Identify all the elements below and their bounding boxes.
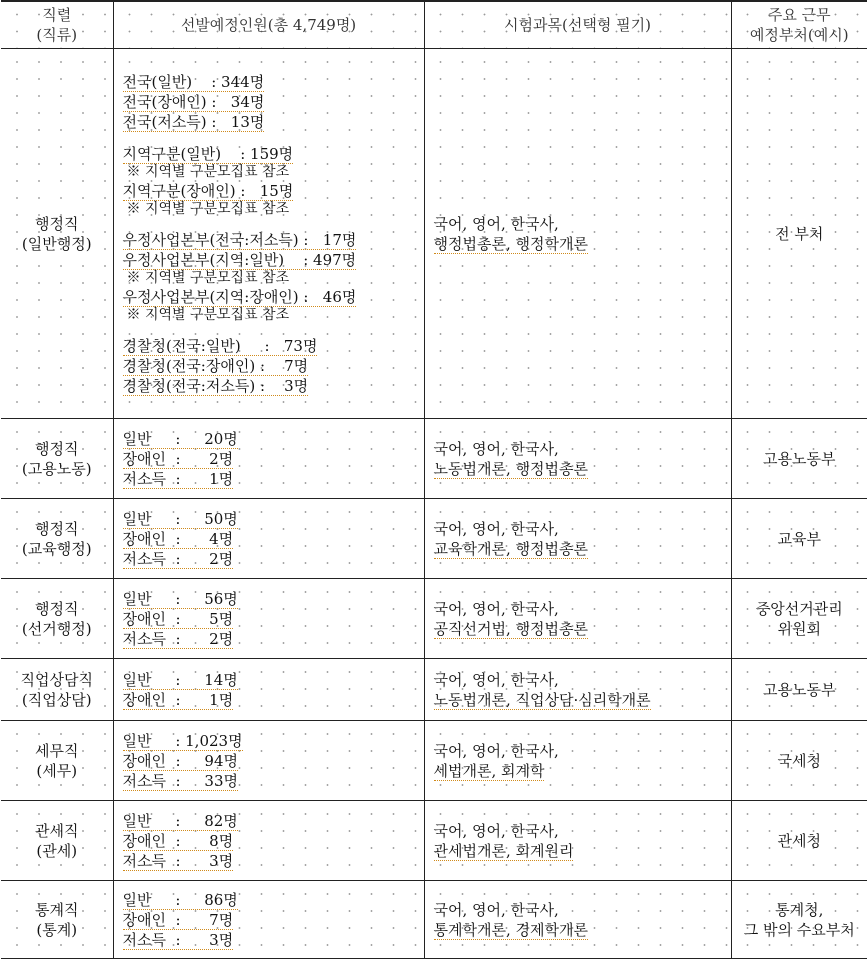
selection-cell: 일반 : 50명 장애인 : 4명 저소득 : 2명 [113,499,424,579]
ministry-cell: 교육부 [731,499,867,579]
selection-cell: 일반 : 20명 장애인 : 2명 저소득 : 1명 [113,419,424,499]
header-selection: 선발예정인원(총 4,749명) [113,1,424,49]
note-text: ※ 지역별 구분모집표 참조 [126,163,290,180]
table-row [1,579,867,659]
series-cell: 행정직 (교육행정) [1,499,113,579]
series-cell: 통계직 (통계) [1,881,113,959]
header-row [1,1,867,49]
header-subjects: 시험과목(선택형 필기) [424,1,731,49]
table-row [1,801,867,881]
ministry-cell: 전 부처 [731,49,867,419]
series-cell: 행정직 (선거행정) [1,579,113,659]
note-text: ※ 지역별 구분모집표 참조 [126,200,290,217]
selection-cell: 일반 : 56명 장애인 : 5명 저소득 : 2명 [113,579,424,659]
subjects-cell: 국어, 영어, 한국사, 통계학개론, 경제학개론 [424,881,731,959]
series-cell: 행정직 (일반행정) [1,49,113,419]
note-text: ※ 지역별 구분모집표 참조 [126,269,290,286]
selection-cell: 일반 : 82명 장애인 : 8명 저소득 : 3명 [113,801,424,881]
note-text: ※ 지역별 구분모집표 참조 [126,306,290,323]
table-row [1,49,867,419]
series-cell: 세무직 (세무) [1,721,113,801]
series-cell: 행정직 (고용노동) [1,419,113,499]
ministry-cell: 국세청 [731,721,867,801]
table-row [1,881,867,959]
subjects-cell: 국어, 영어, 한국사, 노동법개론, 행정법총론 [424,419,731,499]
ministry-cell: 고용노동부 [731,659,867,721]
series-cell: 관세직 (관세) [1,801,113,881]
subjects-cell: 국어, 영어, 한국사, 노동법개론, 직업상담·심리학개론 [424,659,731,721]
header-ministry: 주요 근무 예정부처(예시) [731,1,867,49]
ministry-cell: 중앙선거관리 위원회 [731,579,867,659]
ministry-cell: 통계청, 그 밖의 수요부처 [731,881,867,959]
subjects-cell: 국어, 영어, 한국사, 공직선거법, 행정법총론 [424,579,731,659]
table-row [1,721,867,801]
subjects-cell: 국어, 영어, 한국사, 관세법개론, 회계원리 [424,801,731,881]
ministry-cell: 관세청 [731,801,867,881]
subjects-cell: 국어, 영어, 한국사, 교육학개론, 행정법총론 [424,499,731,579]
ministry-cell: 고용노동부 [731,419,867,499]
subjects-cell: 국어, 영어, 한국사, 행정법총론, 행정학개론 [424,49,731,419]
selection-cell: 일반 : 1,023명 장애인 : 94명 저소득 : 33명 [113,721,424,801]
recruitment-table [1,0,867,959]
selection-cell: 전국(일반) : 344명 전국(장애인) : 34명 전국(저소득) : 13명 지역구분(일반) : 159명 ※ 지역별 구분모집표 참조 지역구분(장애인) : 15명 ※ 지역별 구분모집표 참조 우정사업본부(전국:저소득) : 17명 우정사업본부(지역:일반) : 497명 ※ 지역별 구분모집표 참조 우정사업본부(지역:장애인) : 46명 ※ 지역별 구분모집표 참조 경찰청(전국:일반) : 73명 경찰청(전국:장애인) : 7명 경찰청(전국:저소득) : 3명 [113,49,424,419]
subjects-cell: 국어, 영어, 한국사, 세법개론, 회계학 [424,721,731,801]
selection-cell: 일반 : 14명 장애인 : 1명 [113,659,424,721]
table-row [1,659,867,721]
header-series: 직렬 (직류) [1,1,113,49]
series-cell: 직업상담직 (직업상담) [1,659,113,721]
table-row [1,419,867,499]
selection-cell: 일반 : 86명 장애인 : 7명 저소득 : 3명 [113,881,424,959]
table-row [1,499,867,579]
